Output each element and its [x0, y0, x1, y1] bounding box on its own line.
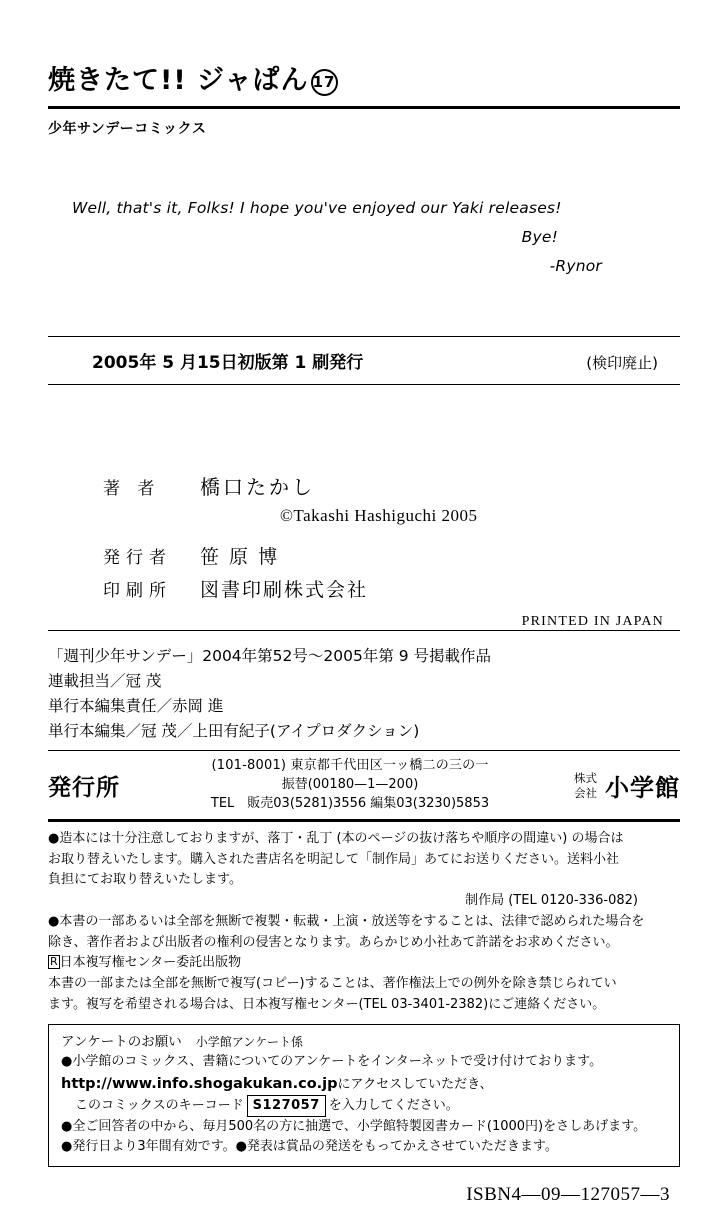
- notice-line-2: お取り替えいたします。購入された書店名を明記して「制作局」あてにお送りください。送料小社: [48, 851, 619, 867]
- publisher-address-line-2: 振替(00180—1—200): [281, 777, 419, 793]
- notice-line-7: 本書の一部または全部を無断で複写(コピー)することは、著作権法上での例外を除き禁じられてい: [48, 976, 617, 992]
- survey-keycode-prefix: このコミックスのキーコード: [75, 1098, 244, 1114]
- credit-row: [48, 542, 680, 569]
- printed-in-japan: PRINTED IN JAPAN: [521, 613, 664, 629]
- date-divider-bottom: [48, 384, 680, 385]
- survey-url-link[interactable]: http://www.info.shogakukan.co.jp: [61, 1075, 338, 1092]
- title-block: [48, 0, 680, 98]
- credit-value-publisher: 笹 原 博: [200, 545, 280, 568]
- isbn-code: ISBN4—09—127057—3: [466, 1184, 670, 1206]
- survey-line-4: ●全ご回答者の中から、毎月500名の方に抽選で、小学館特製図書カード(1000円)をさしあげます。: [61, 1119, 647, 1135]
- survey-keycode-suffix: を入力してください。: [328, 1098, 459, 1114]
- survey-heading: アンケートのお願い: [61, 1033, 182, 1050]
- credit-value-author: 橋口たかし: [200, 474, 315, 499]
- notice-line-8: ます。複写を希望される場合は、日本複写権センター(TEL 03-3401-2382)にご連絡ください。: [48, 996, 606, 1012]
- volume-number-badge: 17: [311, 69, 338, 96]
- imprint-label: 少年サンデーコミックス: [48, 120, 207, 137]
- serialization-line-3: 単行本編集責任／赤岡 進: [48, 697, 224, 716]
- page-title: 焼きたて!! ジャぱん: [48, 65, 309, 96]
- notice-reprographic-line: [48, 953, 680, 973]
- notice-line-5: 除き、著作者および出版者の権利の侵害となります。あらかじめ小社あて許諾をお求めください。: [48, 934, 619, 950]
- survey-heading-row: [61, 1032, 667, 1053]
- notice-line-6: 日本複写権センター委託出版物: [59, 955, 242, 971]
- serialization-line-4: 単行本編集／冠 茂／上田有紀子(アイプロダクション): [48, 722, 420, 741]
- survey-url-row: [61, 1073, 667, 1095]
- publisher-address: [130, 757, 570, 814]
- notice-line-3: 負担にてお取り替えいたします。: [48, 872, 242, 888]
- r-mark-icon: R: [50, 955, 58, 969]
- title-divider: [48, 106, 680, 109]
- publisher-kk-line-2: 会社: [574, 785, 597, 800]
- credit-label-author: 著 者: [103, 478, 161, 499]
- serialization-block: [48, 637, 680, 744]
- survey-line-1: ●小学館のコミックス、書籍についてのアンケートをインターネットで受け付けております。: [61, 1054, 603, 1070]
- credit-value-printer: 図書印刷株式会社: [200, 578, 369, 601]
- survey-heading-sub: 小学館アンケート係: [195, 1034, 303, 1049]
- note-line-2: Bye!: [521, 227, 558, 246]
- publisher-address-line-3: TEL 販売03(5281)3556 編集03(3230)5853: [210, 795, 490, 811]
- legal-notices: [48, 829, 680, 1015]
- survey-keycode-row: [61, 1095, 667, 1117]
- credit-row: [48, 575, 680, 602]
- credit-label-publisher: 発行者: [103, 547, 172, 568]
- publisher-kk-line-1: 株式: [574, 771, 597, 786]
- copyright-line: ©Takashi Hashiguchi 2005: [280, 505, 478, 525]
- serialization-divider-top: [48, 630, 680, 631]
- publication-date-band: [48, 336, 680, 385]
- survey-box: [48, 1024, 680, 1168]
- note-line-3: -Rynor: [549, 257, 602, 276]
- publisher-name-group: [570, 768, 680, 803]
- kenin-notice: (検印廃止): [586, 353, 658, 372]
- publisher-band: [48, 750, 680, 822]
- publisher-label: 発行所: [48, 775, 120, 802]
- survey-keycode-value: S127057: [247, 1095, 326, 1117]
- credits-block: [48, 471, 680, 630]
- note-line-1: Well, that's it, Folks! I hope you've enjoyed our Yaki releases!: [72, 198, 562, 217]
- survey-line-5: ●発行日より3年間有効です。●発表は賞品の発送をもってかえさせていただきます。: [61, 1139, 558, 1155]
- publisher-kk-mark: [574, 771, 605, 800]
- serialization-line-1: 「週刊少年サンデー」2004年第52号～2005年第 9 号掲載作品: [48, 646, 492, 665]
- serialization-line-2: 連載担当／冠 茂: [48, 671, 162, 690]
- publisher-address-line-1: (101-8001) 東京都千代田区一ッ橋二の三の一: [211, 758, 489, 774]
- credit-row: [48, 471, 680, 500]
- survey-url-tail: にアクセスしていただき、: [337, 1076, 493, 1092]
- notice-production-contact: 制作局 (TEL 0120-336-082): [465, 893, 638, 909]
- scanlator-note: [48, 194, 680, 282]
- notice-line-1: ●造本には十分注意しておりますが、落丁・乱丁 (本のページの抜け落ちや順序の間違い) の場合は: [48, 830, 624, 846]
- credit-label-printer: 印刷所: [103, 580, 172, 601]
- publisher-name: 小学館: [605, 774, 680, 803]
- publication-date: 2005年 5 月15日初版第 1 刷発行: [92, 352, 364, 373]
- notice-line-4: ●本書の一部あるいは全部を無断で複製・転載・上演・放送等をすることは、法律で認められた場合を: [48, 913, 645, 929]
